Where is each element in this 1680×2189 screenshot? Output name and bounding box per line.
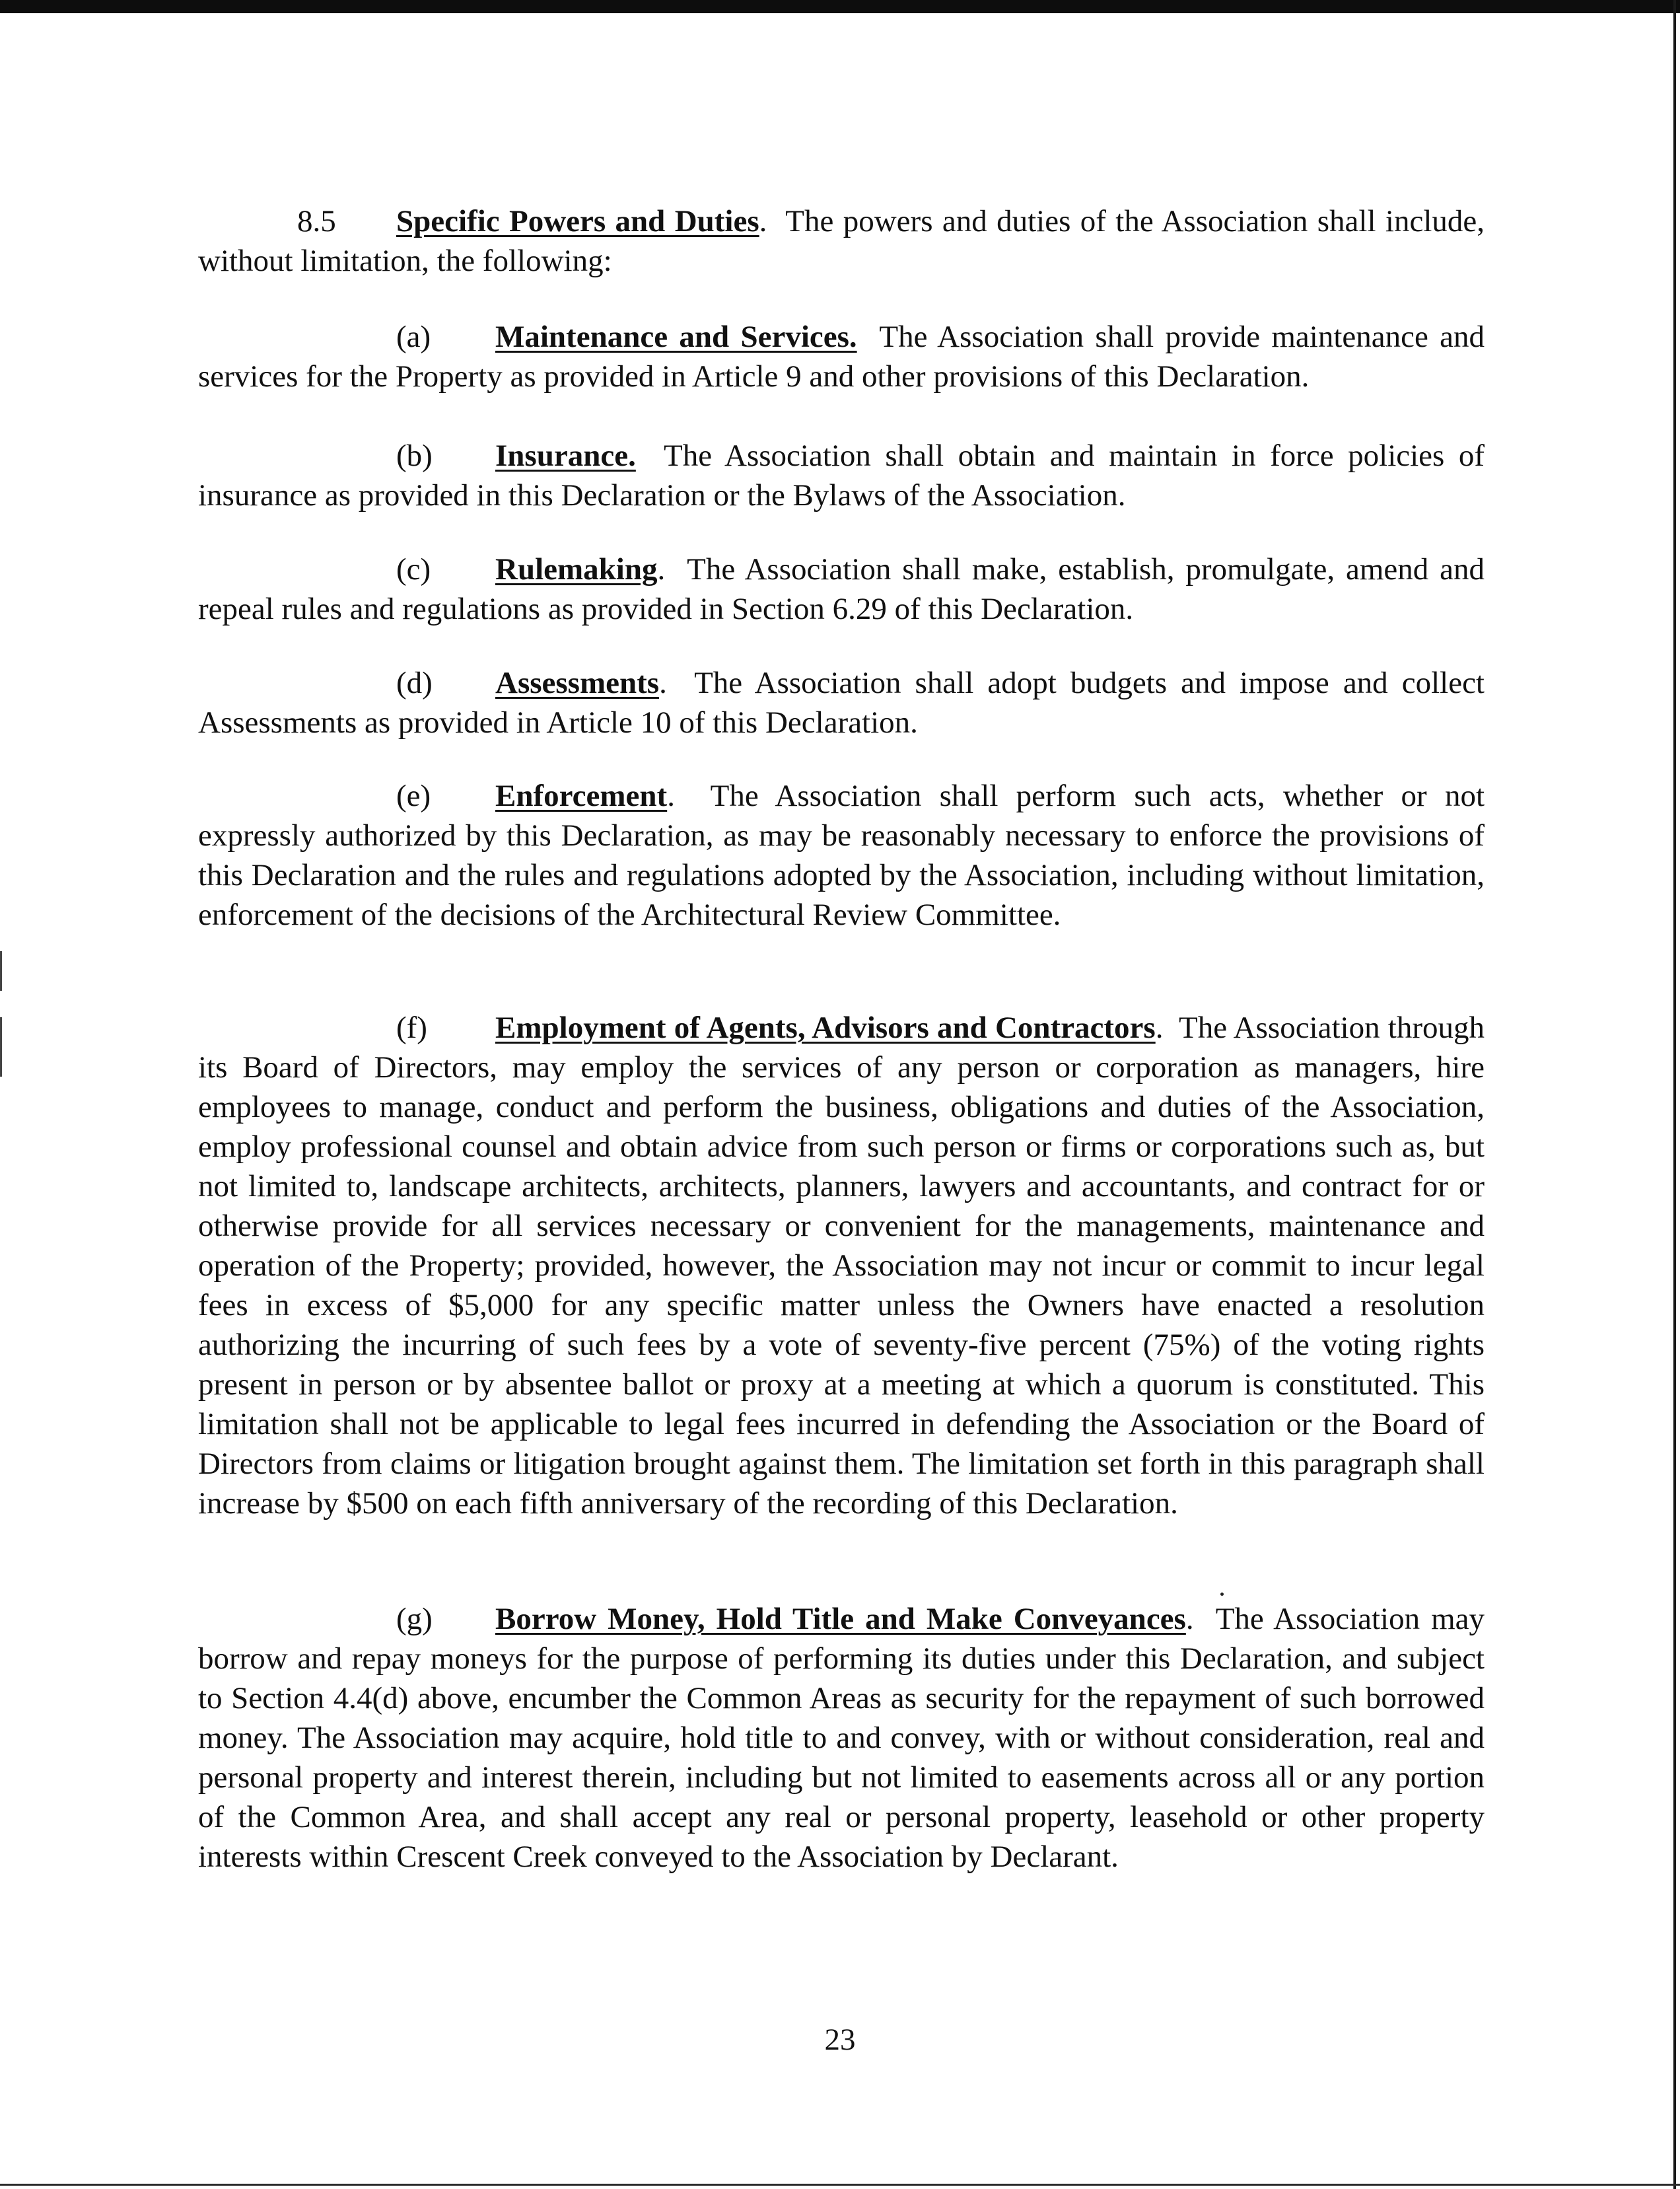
section-8-5: 8.5 Specific Powers and Duties. The powers and duties of the Association shall include, without limitation, the following: <box>198 201 1485 281</box>
scan-edge-mark <box>0 1017 2 1077</box>
subsection-text: The Association shall obtain and maintain in force policies of insurance as provided in this Declaration or the Bylaws of the Association. <box>198 439 1485 513</box>
subsection-e: (e) Enforcement. The Association shall perform such acts, whether or not expressly authorized by this Declaration, as may be reasonably necessary to enforce the provisions of this Declaration and the rules and regulations adopted by the Association, including without limitation, enforcement of the decisions of the Architectural Review Committee. <box>198 776 1485 935</box>
subsection-heading: Maintenance and Services. <box>495 320 857 354</box>
subsection-label: (e) <box>396 779 431 813</box>
subsection-text: The Association shall perform such acts, whether or not expressly authorized by this Declaration, as may be reasonably necessary to enforce the provisions of this Declaration and the rules and regulations adopted by the Association, including without limitation, enforcement of the decisions of the Architectural Review Committee. <box>198 779 1485 932</box>
subsection-text: The Association shall adopt budgets and impose and collect Assessments as provided in Article 10 of this Declaration. <box>198 666 1485 740</box>
subsection-heading: Enforcement <box>495 779 668 813</box>
subsection-a <box>198 317 1485 396</box>
subsection-label: (f) <box>396 1011 427 1045</box>
subsection-label: (d) <box>396 666 433 700</box>
section-number: 8.5 <box>297 204 336 238</box>
scan-speck <box>1220 1593 1224 1596</box>
page-number: 23 <box>824 2023 856 2057</box>
subsection-d: (d) Assessments. The Association shall adopt budgets and impose and collect Assessments as provided in Article 10 of this Declaration. <box>198 663 1485 742</box>
subsection-label: (g) <box>396 1602 433 1636</box>
scan-border-right <box>1673 0 1676 2189</box>
scan-border-bottom <box>0 2184 1680 2186</box>
section-intro: The powers and duties of the Association shall include, without limitation, the following: <box>198 204 1485 278</box>
subsection-label: (a) <box>396 320 431 354</box>
subsection-heading: Rulemaking <box>495 552 658 587</box>
subsection-heading: Employment of Agents, Advisors and Contractors <box>495 1011 1156 1045</box>
subsection-label: (c) <box>396 552 431 587</box>
subsection-f: (f) Employment of Agents, Advisors and Contractors. The Association through its Board of Directors, may employ the services of any person or corporation as managers, hire employees to manage, conduct and perform the business, obligations and duties of the Association, employ professional counsel and obtain advice from such person or firms or corporations such as, but not limited to, landscape architects, architects, planners, lawyers and accountants, and contract for or otherwise provide for all services necessary or convenient for the managements, maintenance and operation of the Property; provided, however, the Association may not incur or commit to incur legal fees in excess of $5,000 for any specific matter unless the Owners have enacted a resolution authorizing the incurring of such fees by a vote of seventy-five percent (75%) of the voting rights present in person or by absentee ballot or proxy at a meeting at which a quorum is constituted. This limitation shall not be applicable to legal fees incurred in defending the Association or the Board of Directors from claims or litigation brought against them. The limitation set forth in this paragraph shall increase by $500 on each fifth anniversary of the recording of this Declaration. <box>198 1008 1485 1523</box>
subsection-heading: Insurance. <box>495 439 636 473</box>
subsection-label: (b) <box>396 439 433 473</box>
subsection-heading: Assessments <box>495 666 660 700</box>
subsection-b <box>198 436 1485 515</box>
subsection-heading: Borrow Money, Hold Title and Make Conveyances <box>495 1602 1186 1636</box>
scan-edge-mark <box>0 951 2 991</box>
subsection-text: The Association may borrow and repay moneys for the purpose of performing its duties under this Declaration, and subject to Section 4.4(d) above, encumber the Common Areas as security for the repayment of such borrowed money. The Association may acquire, hold title to and convey, with or without consideration, real and personal property and interest therein, including but not limited to easements across all or any portion of the Common Area, and shall accept any real or personal property, leasehold or other property interests within Crescent Creek conveyed to the Association by Declarant. <box>198 1602 1485 1874</box>
section-heading: Specific Powers and Duties <box>396 204 759 238</box>
subsection-text: The Association through its Board of Directors, may employ the services of any person or corporation as managers, hire employees to manage, conduct and perform the business, obligations and duties of the Association, employ professional counsel and obtain advice from such person or firms or corporations such as, but not limited to, landscape architects, architects, planners, lawyers and accountants, and contract for or otherwise provide for all services necessary or convenient for the managements, maintenance and operation of the Property; provided, however, the Association may not incur or commit to incur legal fees in excess of $5,000 for any specific matter unless the Owners have enacted a resolution authorizing the incurring of such fees by a vote of seventy-five percent (75%) of the voting rights present in person or by absentee ballot or proxy at a meeting at which a quorum is constituted. This limitation shall not be applicable to legal fees incurred in defending the Association or the Board of Directors from claims or litigation brought against them. The limitation set forth in this paragraph shall increase by $500 on each fifth anniversary of the recording of this Declaration. <box>198 1011 1485 1521</box>
subsection-text: The Association shall provide maintenance and services for the Property as provided in Article 9 and other provisions of this Declaration. <box>198 320 1485 394</box>
subsection-g: (g) Borrow Money, Hold Title and Make Conveyances. The Association may borrow and repay moneys for the purpose of performing its duties under this Declaration, and subject to Section 4.4(d) above, encumber the Common Areas as security for the repayment of such borrowed money. The Association may acquire, hold title to and convey, with or without consideration, real and personal property and interest therein, including but not limited to easements across all or any portion of the Common Area, and shall accept any real or personal property, leasehold or other property interests within Crescent Creek conveyed to the Association by Declarant. <box>198 1599 1485 1877</box>
subsection-c: (c) Rulemaking. The Association shall make, establish, promulgate, amend and repeal rules and regulations as provided in Section 6.29 of this Declaration. <box>198 550 1485 629</box>
subsection-text: The Association shall make, establish, promulgate, amend and repeal rules and regulations as provided in Section 6.29 of this Declaration. <box>198 552 1485 626</box>
scan-border-top <box>0 0 1680 13</box>
